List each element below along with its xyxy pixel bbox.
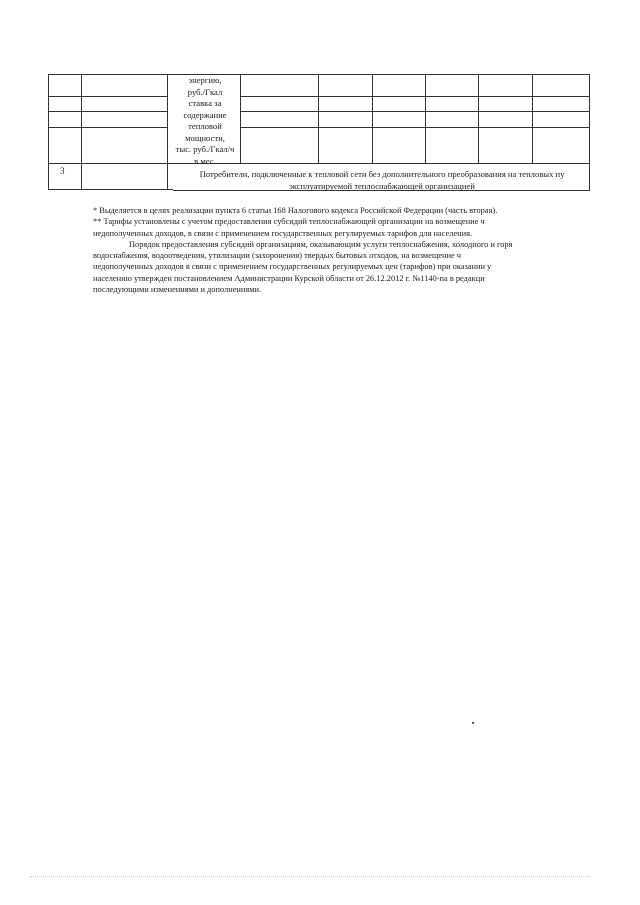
row-number: 3	[60, 166, 65, 176]
footnote-subsidy: ** Тарифы установлены с учетом предоставления субсидий теплоснабжающей организации на возмещение ч	[93, 217, 485, 227]
row3-line: Потребители, подключенные к тепловой сети без дополнительного преобразования на тепловых пу	[199, 169, 565, 179]
cell-text-line: мощности,	[185, 132, 225, 143]
cell-text-line: тыс. руб./Гкал/ч	[175, 144, 235, 154]
scan-artifact-line	[30, 876, 590, 879]
cell-text-line: тепловой	[188, 121, 222, 131]
table-rule	[372, 74, 373, 164]
table-rule	[48, 163, 590, 164]
cell-text-line: энергию,	[188, 75, 222, 85]
cell-label-energy	[168, 75, 242, 98]
table-rule	[425, 74, 426, 164]
table-rule	[240, 127, 590, 128]
footnote-subsidy-cont: недополученных доходов, в связи с применением государственных регулируемых тарифов для населения.	[93, 228, 473, 238]
paragraph-procedure-cont: недополученных доходов в связи с применением государственных регулируемых цен (тарифов) при оказании у	[93, 262, 492, 272]
cell-text-line: в мес.	[194, 155, 216, 166]
paragraph-procedure-cont: водоснабжения, водоотведения, утилизации (захоронения) твердых бытовых отходов, на возмещение ч	[93, 251, 461, 261]
table-rule	[532, 74, 533, 164]
table-rule	[48, 189, 173, 190]
cell-text-line: содержание	[183, 109, 227, 120]
table-rule	[48, 127, 168, 128]
table-rule	[48, 111, 168, 112]
footnotes	[93, 205, 593, 295]
scan-speck	[472, 722, 474, 724]
table-rule	[240, 111, 590, 112]
table-rule	[478, 74, 479, 164]
paragraph-procedure-cont: населению утвержден постановлением Администрации Курской области от 26.12.2012 г. №1140-па в редакци	[93, 273, 485, 283]
tariff-table	[0, 0, 640, 200]
cell-text-line: ставка за	[188, 98, 222, 108]
table-rule	[48, 96, 168, 97]
row3-description	[172, 168, 592, 192]
cell-text-line: руб./Гкал	[187, 86, 223, 97]
cell-label-capacity	[168, 98, 242, 167]
row3-line: эксплуатируемой теплоснабжающей организацией	[289, 181, 475, 191]
table-rule	[48, 74, 49, 190]
table-rule	[318, 74, 319, 164]
paragraph-procedure-end: последующими изменениями и дополнениями.	[93, 285, 262, 295]
footnote-vat: * Выделяется в целях реализации пункта 6 статьи 168 Налогового кодекса Российской Федерации (часть вторая).	[93, 206, 498, 215]
table-rule	[240, 96, 590, 97]
table-rule	[48, 74, 590, 75]
table-rule	[81, 74, 82, 190]
paragraph-procedure: Порядок предоставления субсидий организациям, оказывающим услуги теплоснабжения, холодного и горя	[129, 239, 513, 249]
